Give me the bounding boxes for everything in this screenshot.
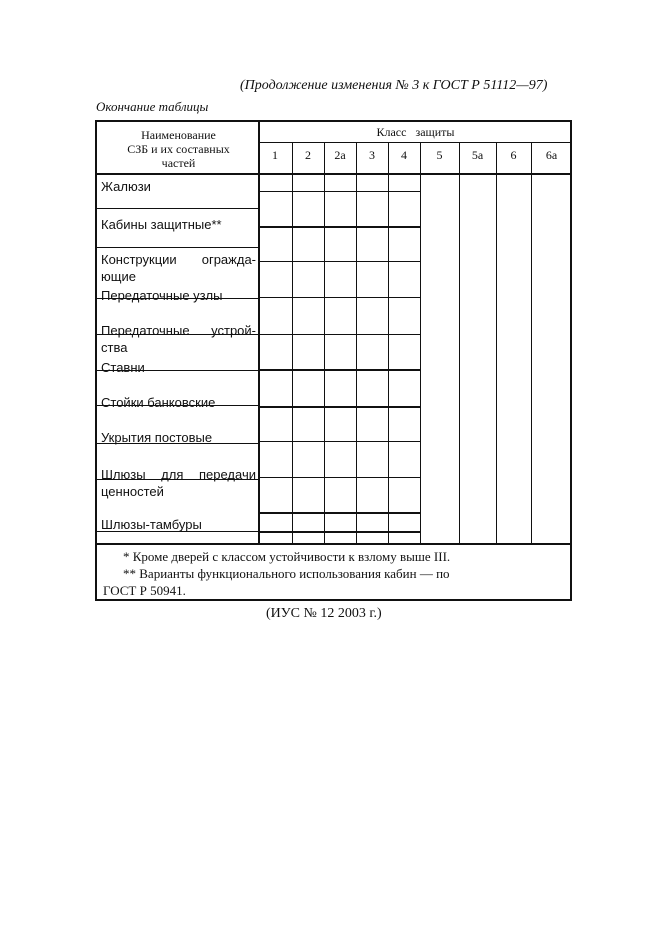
column-number: 2а: [334, 148, 346, 162]
row-label-line: Шлюзы-тамбуры: [101, 517, 202, 532]
row-label-line: ства: [101, 340, 128, 355]
row-rule: [97, 247, 258, 248]
row-label-line: ющие: [101, 269, 136, 284]
row-label: [101, 359, 256, 376]
column-number: 5а: [471, 148, 484, 162]
column-number: 5: [436, 148, 443, 162]
row-label-line: Стойки банковские: [101, 395, 216, 410]
footnote-2-cont: ГОСТ Р 50941.: [103, 583, 186, 598]
grid-rule: [258, 334, 420, 335]
column-divider: [531, 142, 532, 543]
protection-class-table: [95, 120, 572, 601]
grid-rule: [258, 173, 420, 174]
row-label: [101, 216, 256, 233]
row-label: [101, 322, 256, 356]
column-divider: [496, 142, 497, 543]
row-label-line: Конструкции огражда-: [101, 252, 256, 267]
column-divider: [292, 142, 293, 543]
column-divider: [459, 142, 460, 543]
name-header-line: Наименование: [141, 128, 216, 142]
column-number: 1: [272, 148, 278, 162]
column-number: 6а: [545, 148, 558, 162]
class-header: Класс защиты: [376, 125, 455, 139]
row-label: [101, 466, 256, 500]
grid-rule: [258, 369, 420, 371]
row-label-line: Передаточные узлы: [101, 288, 223, 303]
grid-rule: [258, 191, 420, 192]
column-number: 2: [305, 148, 311, 162]
name-header-line: частей: [161, 156, 196, 170]
row-label-line: Жалюзи: [101, 179, 151, 194]
grid-rule: [258, 543, 420, 544]
column-number: 3: [369, 148, 375, 162]
grid-rule: [258, 512, 420, 514]
column-divider: [388, 142, 389, 543]
row-label: [101, 287, 256, 304]
row-label: [101, 394, 256, 411]
grid-rule: [258, 531, 420, 533]
column-divider: [324, 142, 325, 543]
continuation-title: (Продолжение изменения № 3 к ГОСТ Р 51112—97): [240, 78, 548, 93]
grid-rule: [258, 406, 420, 408]
footnote-1: * Кроме дверей с классом устойчивости к взлому выше III.: [123, 549, 451, 564]
name-column-divider: [258, 122, 260, 544]
table-caption: Окончание таблицы: [96, 99, 209, 114]
column-number: 6: [510, 148, 517, 162]
ius-reference: (ИУС № 12 2003 г.): [266, 606, 382, 621]
grid-rule: [258, 297, 420, 298]
row-label-line: Ставни: [101, 360, 145, 375]
row-label-line: Шлюзы для передачи: [101, 467, 256, 482]
row-label-line: Кабины защитные**: [101, 217, 222, 232]
row-label: [101, 516, 256, 533]
row-label: [101, 178, 256, 195]
footnote-2: ** Варианты функционального использования кабин — по: [123, 566, 450, 581]
grid-rule: [258, 226, 420, 228]
grid-rule: [258, 477, 420, 478]
column-number: 4: [401, 148, 407, 162]
grid-rule: [258, 261, 420, 262]
name-header-line: СЗБ и их составных: [127, 142, 230, 156]
row-label: [101, 429, 256, 446]
row-label: [101, 251, 256, 285]
row-label-line: Укрытия постовые: [101, 430, 213, 445]
name-column-header: [101, 128, 256, 170]
row-label-line: Передаточные устрой-: [101, 323, 256, 338]
row-rule: [97, 208, 258, 209]
column-divider: [420, 142, 421, 543]
grid-rule: [258, 441, 420, 442]
class-header-divider: [258, 142, 572, 143]
column-divider: [356, 142, 357, 543]
row-label-line: ценностей: [101, 484, 164, 499]
